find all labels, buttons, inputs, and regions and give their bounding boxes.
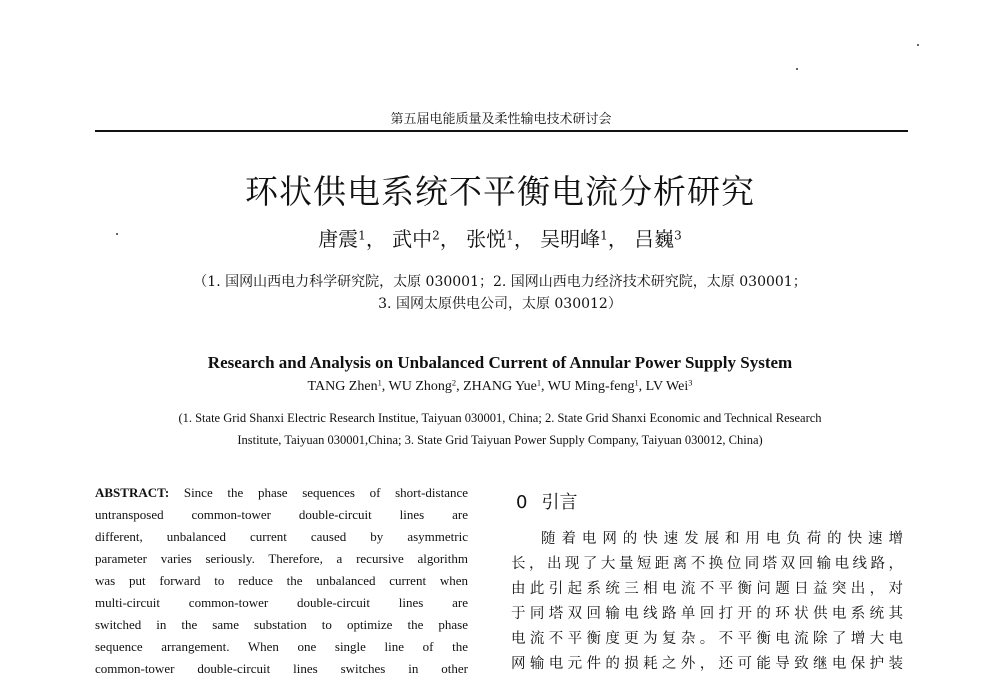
author-cn: 张悦$^1$，	[466, 227, 534, 251]
paper-title-cn: 环状供电系统不平衡电流分析研究	[245, 172, 755, 211]
abstract-en	[95, 482, 468, 680]
abstract-line: multi-circuit common-tower double-circuit lines are	[95, 595, 468, 610]
scan-speck	[917, 44, 919, 46]
abstract-line: common-tower double-circuit lines switches in other	[95, 661, 468, 676]
abstract-label: ABSTRACT:	[95, 485, 170, 500]
author-en: TANG Zhen$^1$,	[307, 378, 389, 394]
affiliation-en-line: Institute, Taiyuan 030001,China; 3. State Grid Taiyuan Power Supply Company, Taiyuan 030012, China)	[237, 433, 763, 447]
abstract-line: ABSTRACT: Since the phase sequences of short-distance	[95, 485, 468, 500]
affiliation-en-line: (1. State Grid Shanxi Electric Research Institue, Taiyuan 030001, China; 2. State Grid Shanxi Economic and Technical Research	[178, 411, 822, 425]
author-cn: 吕巍$^3$	[634, 227, 682, 251]
scan-speck	[796, 68, 798, 70]
body-line: 电流不平衡度更为复杂。不平衡电流除了增大电	[511, 631, 903, 647]
affiliations-en	[85, 407, 915, 451]
abstract-line: parameter varies seriously. Therefore, a recursive algorithm	[95, 551, 468, 566]
body-line: 由此引起系统三相电流不平衡问题日益突出，对	[511, 581, 903, 597]
author-en: WU Ming-feng$^1$,	[547, 378, 646, 394]
header-rule	[95, 130, 908, 132]
author-en: LV Wei$^3$	[645, 378, 693, 394]
scan-speck	[116, 233, 118, 235]
abstract-line: was put forward to reduce the unbalanced current when	[95, 573, 468, 588]
body-line: 长，出现了大量短距离不换位同塔双回输电线路，	[511, 556, 903, 572]
abstract-line: switched in the same substation to optimize the phase	[95, 617, 468, 632]
abstract-line: untransposed common-tower double-circuit lines are	[95, 507, 468, 522]
author-en: ZHANG Yue$^1$,	[463, 378, 548, 394]
section-number: 0	[516, 492, 528, 513]
body-line: 网输电元件的损耗之外，还可能导致继电保护装	[511, 656, 903, 672]
author-en: WU Zhong$^2$,	[388, 378, 464, 394]
paper-title-en: Research and Analysis on Unbalanced Current of Annular Power Supply System	[207, 353, 793, 372]
affiliations-cn	[60, 271, 940, 315]
abstract-line: sequence arrangement. When one single line of the	[95, 639, 468, 654]
section-title: 引言	[541, 492, 578, 513]
body-line: 随着电网的快速发展和用电负荷的快速增	[541, 531, 903, 547]
author-cn: 唐震$^1$，	[318, 227, 386, 251]
introduction-body	[511, 527, 903, 677]
abstract-line: different, unbalanced current caused by asymmetric	[95, 529, 468, 544]
author-cn: 吴明峰$^1$，	[540, 227, 628, 251]
affiliation-cn-line: 3. 国网太原供电公司，太原 030012）	[378, 296, 622, 312]
authors-en	[0, 377, 1000, 397]
affiliation-cn-line: （1. 国网山西电力科学研究院，太原 030001；2. 国网山西电力经济技术研究院，太原 030001；	[193, 274, 807, 290]
conference-header: 第五届电能质量及柔性输电技术研讨会	[390, 112, 612, 127]
body-line: 于同塔双回输电线路单回打开的环状供电系统其	[511, 606, 903, 622]
author-cn: 武中$^2$，	[392, 227, 460, 251]
authors-cn	[0, 226, 1000, 252]
section-heading-introduction	[516, 491, 577, 515]
